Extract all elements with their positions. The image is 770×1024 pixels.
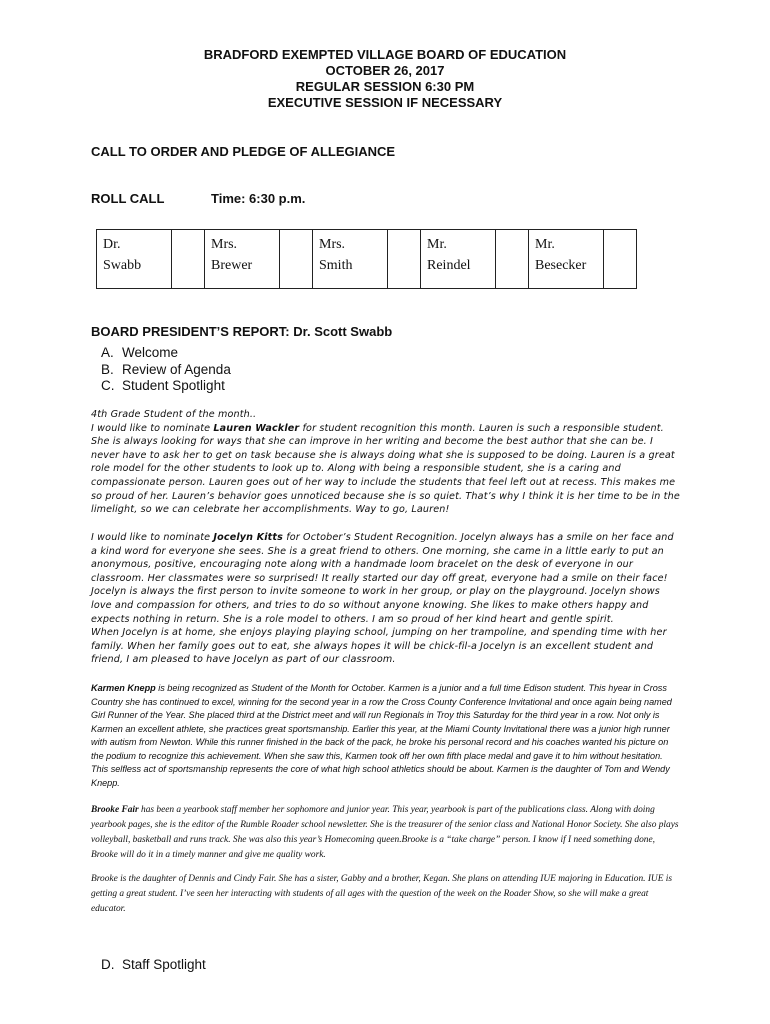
roll-call-table [96, 229, 637, 289]
roll-member-reindel: Mr. Reindel [421, 230, 496, 289]
board-title: BRADFORD EXEMPTED VILLAGE BOARD OF EDUCATION [203, 47, 567, 62]
roll-member-besecker: Mr. Besecker [529, 230, 604, 289]
list-item: C. Student Spotlight [101, 378, 225, 393]
roll-checkbox-smith[interactable] [388, 230, 421, 289]
roll-checkbox-swabb[interactable] [172, 230, 205, 289]
nomination-jocelyn: I would like to nominate Jocelyn Kitts for October’s Student Recognition. Jocelyn always has a smile on her face and a kind word for everyone she sees. She is a great friend to others. One morning, she came in a little early to put an anonymous, positive, encouraging note along with a handmade loom bracelet on the desk of everyone in our classroom. Her classmates were so surprised! It really started our day off great, everyone had a smile on their face! Jocelyn is always the first person to invite someone to work in her group, or play on the playground. Jocelyn shows love and compassion for others, and tries to do so without anyone knowing. She likes to make others happy and expects nothing in return. She is a role model to others. I am so proud of her kind heart and gentle spirit. When Jocelyn is at home, she enjoys playing playing school, jumping on her trampoline, and spending time with her family. When her family goes out to eat, she always hopes it will be chick-fil-a Jocelyn is an excellent student and friend, I am pleased to have Jocelyn as part of our classroom. [91, 532, 674, 666]
roll-call-heading: ROLL CALL [91, 191, 165, 206]
nomination-lauren: 4th Grade Student of the month.. I would like to nominate Lauren Wackler for student recognition this month. Lauren is such a responsible student. She is always looking for ways that she can improve in her writing and become the best author that she can be. I never have to ask her to get on task because she is always doing what she is supposed to be doing. Lauren is a great role model for the other students to look up to. Along with being a responsible student, she is a caring and compassionate person. Lauren goes out of her way to include the students that feel left out at recess. This makes me so proud of her. Lauren’s behavior goes unnoticed because she is so quiet. That’s why I think it is her time to be in the limelight, so we can celebrate her accomplishments. Way to go, Lauren! [91, 409, 680, 516]
roll-checkbox-brewer[interactable] [280, 230, 313, 289]
call-to-order-heading: CALL TO ORDER AND PLEDGE OF ALLEGIANCE [91, 144, 396, 159]
roll-member-swabb: Dr. Swabb [97, 230, 172, 289]
president-report-list [101, 345, 231, 395]
session-time: REGULAR SESSION 6:30 PM [295, 79, 475, 94]
meeting-date: OCTOBER 26, 2017 [325, 63, 445, 78]
document-header [0, 47, 770, 111]
nomination-karmen: Karmen Knepp is being recognized as Student of the Month for October. Karmen is a junior and a full time Edison student. This hyear in Cross Country she has continued to excel, winning for the second year in a row the Cross County Conference Invitational and once again being named Girl Runner of the Year. She placed third at the District meet and will run Regionals in Troy this Saturday for the third year in a row. Not only is Karmen an excellent athlete, she practices great sportsmanship. Earlier this year, at the Miami County Invitational there was a junior high runner with autism from Newton. While this runner finished in the back of the pack, he broke his personal record and his coaches wanted his picture on the podium to recognize this achievement. When she saw this, Karmen took off her own fifth place medal and gave it to him without hesitation. This selfless act of sportsmanship represents the core of what high school athletics should be about. Karmen is the daughter of Tom and Wendy Knepp. [91, 683, 672, 788]
roll-call-time: Time: 6:30 p.m. [211, 191, 306, 206]
roll-member-brewer: Mrs. Brewer [205, 230, 280, 289]
executive-session: EXECUTIVE SESSION IF NECESSARY [267, 95, 503, 110]
roll-checkbox-reindel[interactable] [496, 230, 529, 289]
nomination-brooke-family: Brooke is the daughter of Dennis and Cindy Fair. She has a sister, Gabby and a brother, Kegan. She plans on attending IUE majoring in Education. IUE is getting a great student. I’ve seen her interacting with students of all ages with the question of the week on the Roader Show, so she will make a great educator. [91, 874, 673, 914]
roll-member-smith: Mrs. Smith [313, 230, 388, 289]
staff-spotlight-item: D. Staff Spotlight [101, 957, 206, 972]
list-item: B. Review of Agenda [101, 361, 231, 377]
roll-checkbox-besecker[interactable] [604, 230, 637, 289]
nomination-brooke: Brooke Fair has been a yearbook staff member her sophomore and junior year. This year, yearbook is part of the publications class. Along with doing yearbook pages, she is the editor of the Rumble Roader school newsletter. She is the treasurer of the senior class and National Honor Society. She also plays volleyball, basketball and runs track. She was also this year’s Homecoming queen.Brooke is a “take charge” person. I know if I need something done, Brooke will do it in a timely manner and give me quality work. [91, 805, 679, 860]
list-item: A. Welcome [101, 345, 179, 360]
president-report-heading: BOARD PRESIDENT’S REPORT: Dr. Scott Swabb [91, 324, 393, 339]
